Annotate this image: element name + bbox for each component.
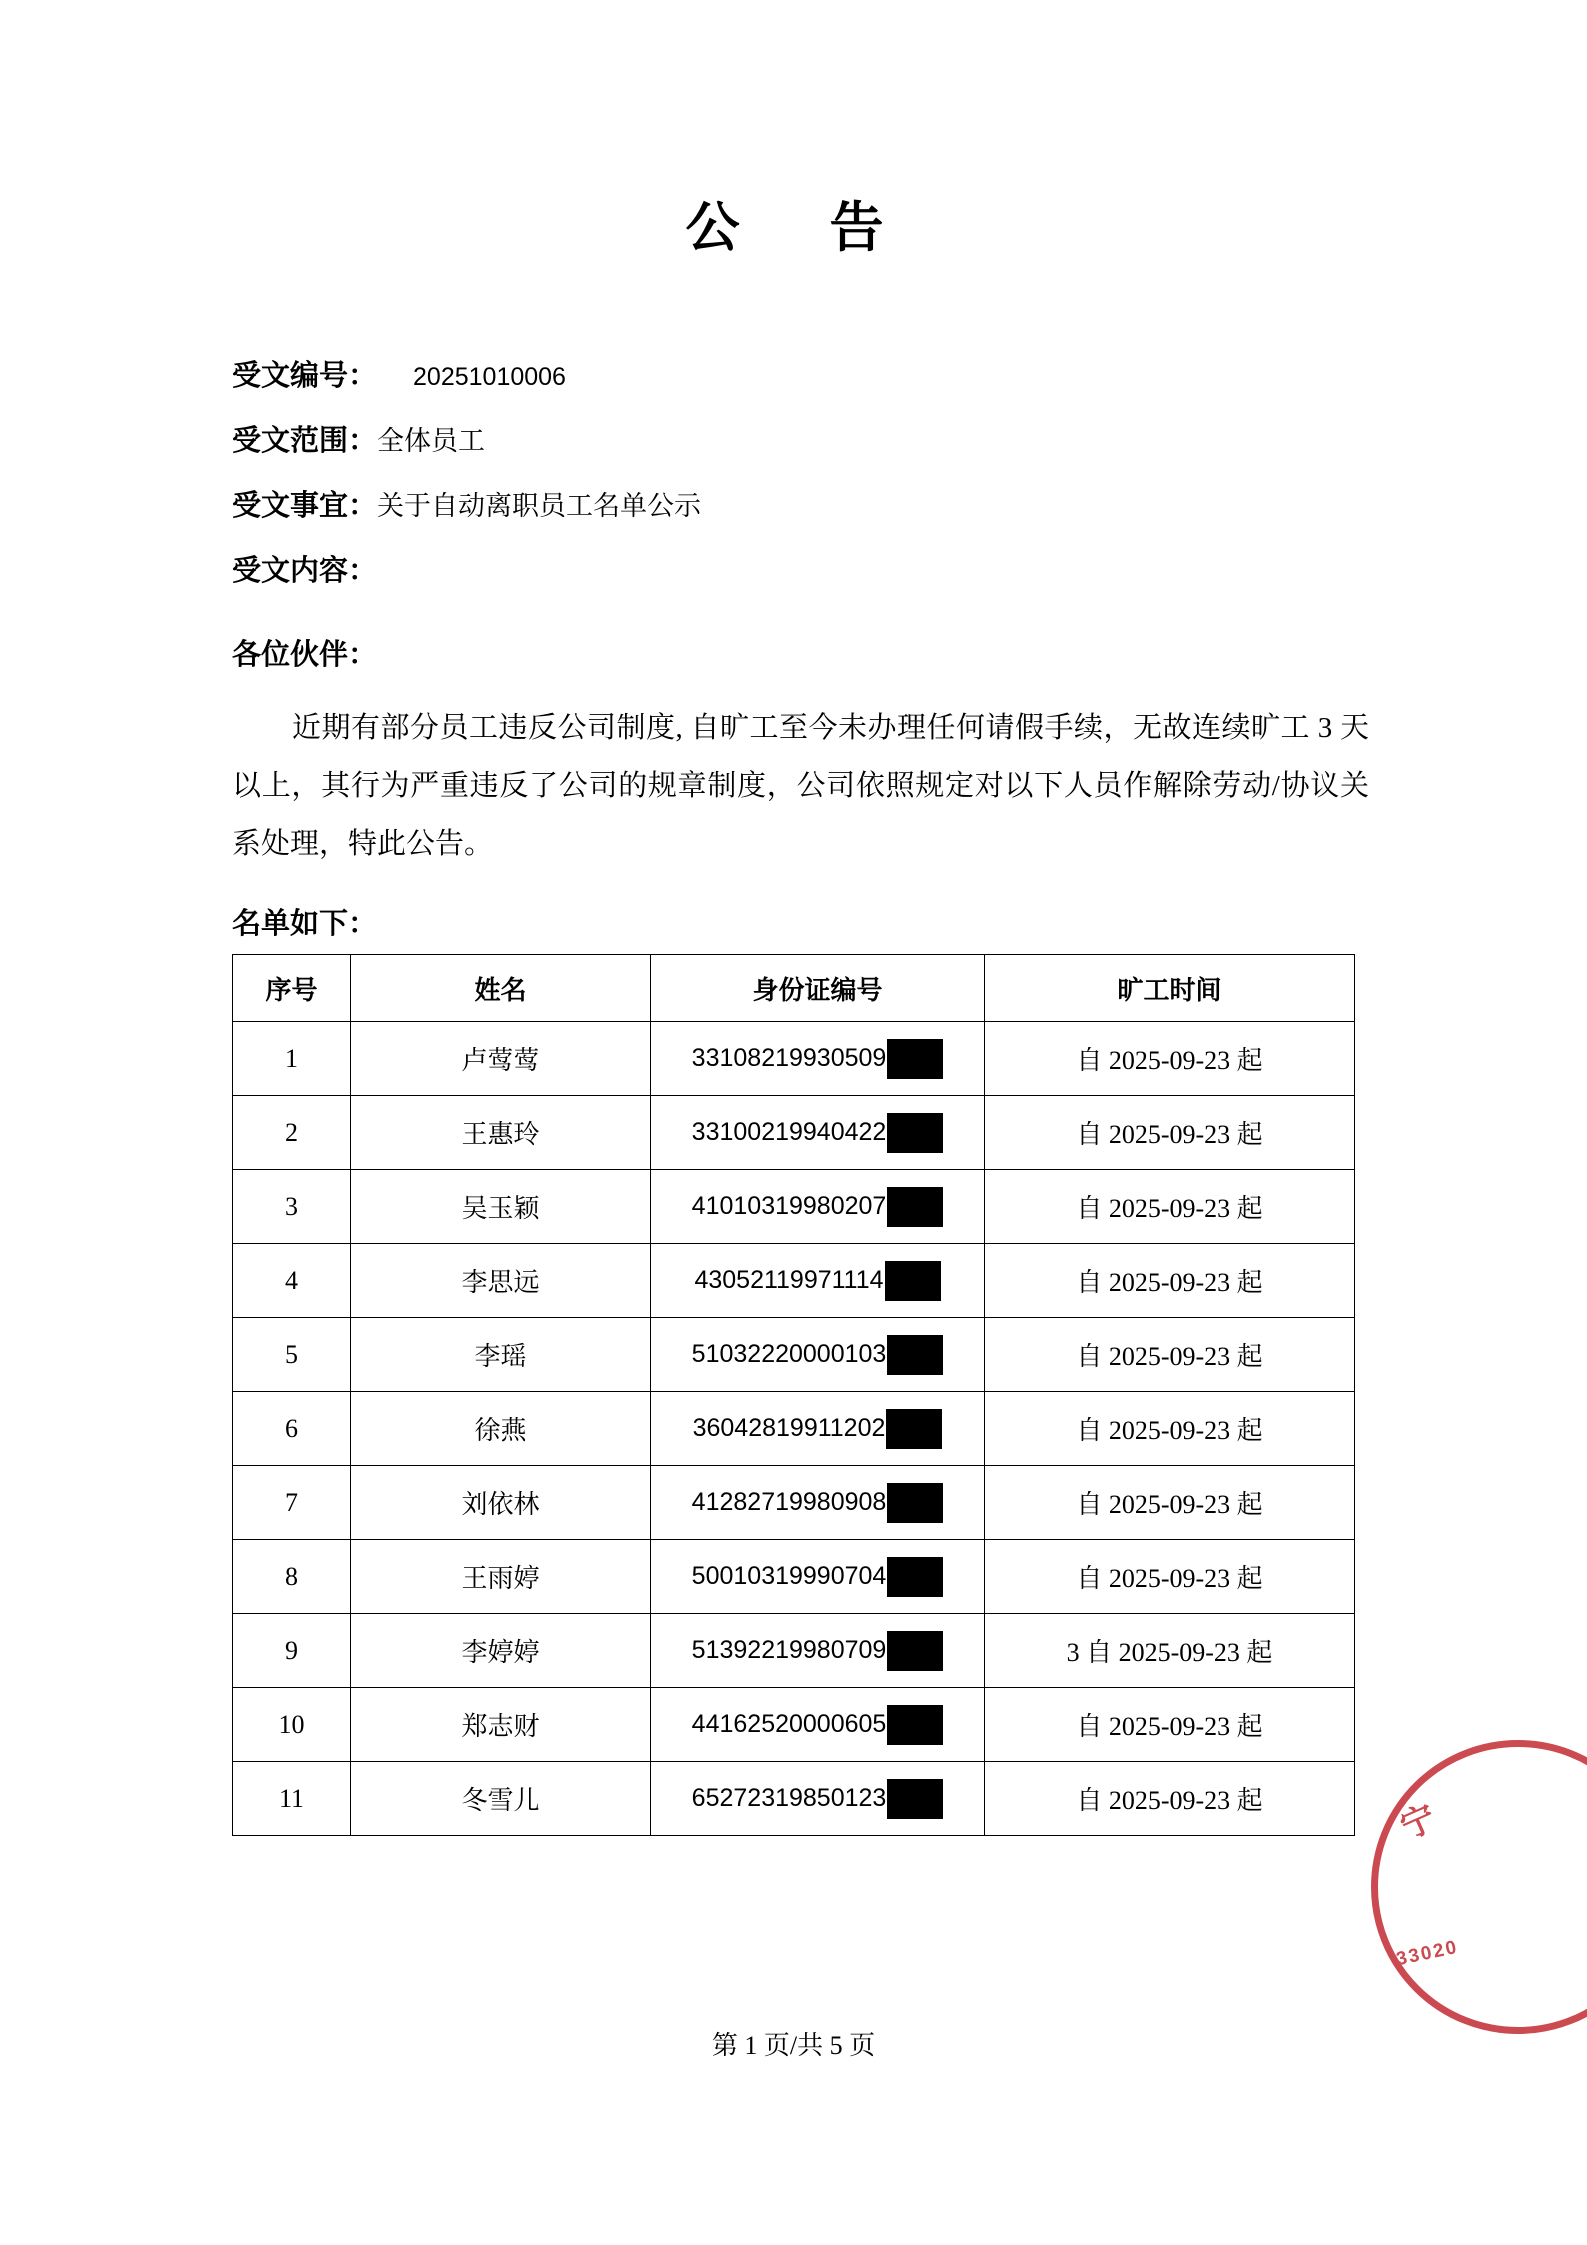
table-row bbox=[233, 1614, 1355, 1688]
absence-time-text: 自 2025-09-23 起 bbox=[1076, 1194, 1263, 1223]
cell-name: 王惠玲 bbox=[351, 1096, 651, 1170]
cell-index: 9 bbox=[233, 1614, 351, 1688]
metadata-block bbox=[232, 362, 1387, 586]
cell-absence-time bbox=[985, 1762, 1355, 1836]
column-header-time: 旷工时间 bbox=[985, 955, 1355, 1022]
cell-absence-time bbox=[985, 1170, 1355, 1244]
meta-row-subject bbox=[232, 492, 1387, 521]
absence-time-text: 自 2025-09-23 起 bbox=[1076, 1268, 1263, 1297]
cell-id-number bbox=[651, 1244, 985, 1318]
cell-name: 李思远 bbox=[351, 1244, 651, 1318]
meta-label: 受文编号： bbox=[232, 360, 378, 392]
absence-time-text: 自 2025-09-23 起 bbox=[1076, 1564, 1263, 1593]
column-header-id: 身份证编号 bbox=[651, 955, 985, 1022]
table-row bbox=[233, 1392, 1355, 1466]
cell-id-number bbox=[651, 1096, 985, 1170]
meta-value: 20251010006 bbox=[413, 363, 566, 391]
cell-absence-time bbox=[985, 1614, 1355, 1688]
cell-name: 徐燕 bbox=[351, 1392, 651, 1466]
absence-time-text: 自 2025-09-23 起 bbox=[1076, 1712, 1263, 1741]
id-number-text: 33108219930509 bbox=[691, 1044, 887, 1072]
table-row bbox=[233, 1022, 1355, 1096]
absence-time-text: 自 2025-09-23 起 bbox=[1076, 1490, 1263, 1519]
cell-name: 王雨婷 bbox=[351, 1540, 651, 1614]
absence-time-text: 自 2025-09-23 起 bbox=[1076, 1342, 1263, 1371]
cell-id-number bbox=[651, 1540, 985, 1614]
redaction-block bbox=[887, 1187, 943, 1227]
cell-absence-time bbox=[985, 1392, 1355, 1466]
cell-name: 冬雪儿 bbox=[351, 1762, 651, 1836]
cell-index: 3 bbox=[233, 1170, 351, 1244]
id-number-text: 36042819911202 bbox=[692, 1414, 886, 1442]
table-row bbox=[233, 1540, 1355, 1614]
meta-label: 受文范围： bbox=[232, 425, 378, 457]
meta-value: 全体员工 bbox=[377, 426, 486, 456]
cell-id-number bbox=[651, 1614, 985, 1688]
id-number-text: 50010319990704 bbox=[691, 1562, 887, 1590]
redaction-block bbox=[885, 1261, 941, 1301]
redaction-block bbox=[886, 1409, 942, 1449]
company-seal-stamp bbox=[1371, 1740, 1587, 2034]
cell-index: 10 bbox=[233, 1688, 351, 1762]
id-number-text: 51392219980709 bbox=[691, 1636, 887, 1664]
table-row bbox=[233, 1096, 1355, 1170]
id-number-text: 41010319980207 bbox=[691, 1192, 887, 1220]
meta-row-content bbox=[232, 557, 1387, 586]
cell-name: 吴玉颖 bbox=[351, 1170, 651, 1244]
table-row bbox=[233, 1170, 1355, 1244]
page-footer: 第 1 页/共 5 页 bbox=[711, 2031, 876, 2060]
redaction-block bbox=[887, 1779, 943, 1819]
cell-index: 2 bbox=[233, 1096, 351, 1170]
table-row bbox=[233, 1466, 1355, 1540]
seal-text-bottom: 33020 bbox=[1394, 1936, 1461, 1971]
redaction-block bbox=[887, 1335, 943, 1375]
table-header-row bbox=[233, 955, 1355, 1022]
id-number-text: 33100219940422 bbox=[691, 1118, 887, 1146]
column-header-name: 姓名 bbox=[351, 955, 651, 1022]
meta-value: 关于自动离职员工名单公示 bbox=[377, 491, 702, 521]
cell-absence-time bbox=[985, 1466, 1355, 1540]
cell-id-number bbox=[651, 1688, 985, 1762]
page-title: 公 告 bbox=[685, 198, 902, 258]
id-number-text: 41282719980908 bbox=[691, 1488, 887, 1516]
cell-absence-time bbox=[985, 1540, 1355, 1614]
cell-absence-time bbox=[985, 1688, 1355, 1762]
cell-name: 郑志财 bbox=[351, 1688, 651, 1762]
table-row bbox=[233, 1762, 1355, 1836]
redaction-block bbox=[887, 1705, 943, 1745]
meta-row-scope bbox=[232, 427, 1387, 456]
cell-index: 6 bbox=[233, 1392, 351, 1466]
cell-name: 李婷婷 bbox=[351, 1614, 651, 1688]
redaction-block bbox=[887, 1631, 943, 1671]
cell-index: 8 bbox=[233, 1540, 351, 1614]
body-paragraph: 近期有部分员工违反公司制度, 自旷工至今未办理任何请假手续，无故连续旷工 3 天以上，其行为严重违反了公司的规章制度，公司依照规定对以下人员作解除劳动/协议关系处理，特此公告。 bbox=[232, 712, 1369, 860]
cell-absence-time bbox=[985, 1096, 1355, 1170]
id-number-text: 65272319850123 bbox=[691, 1784, 887, 1812]
redaction-block bbox=[887, 1113, 943, 1153]
column-header-index: 序号 bbox=[233, 955, 351, 1022]
table-body bbox=[233, 1022, 1355, 1836]
meta-row-document-number bbox=[232, 362, 1387, 391]
table-row bbox=[233, 1244, 1355, 1318]
id-number-text: 51032220000103 bbox=[691, 1340, 887, 1368]
cell-index: 4 bbox=[233, 1244, 351, 1318]
id-number-text: 44162520000605 bbox=[691, 1710, 887, 1738]
cell-id-number bbox=[651, 1392, 985, 1466]
meta-label: 受文内容： bbox=[232, 555, 378, 587]
cell-id-number bbox=[651, 1762, 985, 1836]
absence-time-text: 3 自 2025-09-23 起 bbox=[1066, 1638, 1273, 1667]
table-row bbox=[233, 1318, 1355, 1392]
cell-name: 刘依林 bbox=[351, 1466, 651, 1540]
absence-time-text: 自 2025-09-23 起 bbox=[1076, 1120, 1263, 1149]
redaction-block bbox=[887, 1039, 943, 1079]
cell-id-number bbox=[651, 1466, 985, 1540]
cell-index: 5 bbox=[233, 1318, 351, 1392]
cell-index: 1 bbox=[233, 1022, 351, 1096]
cell-absence-time bbox=[985, 1244, 1355, 1318]
cell-id-number bbox=[651, 1022, 985, 1096]
cell-name: 李瑶 bbox=[351, 1318, 651, 1392]
seal-text-top: 宁 bbox=[1395, 1799, 1442, 1847]
salutation: 各位伙伴： bbox=[232, 639, 378, 671]
absence-time-text: 自 2025-09-23 起 bbox=[1076, 1416, 1263, 1445]
employee-list-table bbox=[232, 954, 1355, 1836]
cell-absence-time bbox=[985, 1318, 1355, 1392]
cell-id-number bbox=[651, 1318, 985, 1392]
cell-id-number bbox=[651, 1170, 985, 1244]
cell-index: 7 bbox=[233, 1466, 351, 1540]
redaction-block bbox=[887, 1483, 943, 1523]
table-row bbox=[233, 1688, 1355, 1762]
id-number-text: 43052119971114 bbox=[694, 1266, 884, 1294]
cell-absence-time bbox=[985, 1022, 1355, 1096]
list-label: 名单如下： bbox=[232, 908, 378, 940]
cell-index: 11 bbox=[233, 1762, 351, 1836]
meta-label: 受文事宜： bbox=[232, 490, 378, 522]
absence-time-text: 自 2025-09-23 起 bbox=[1076, 1786, 1263, 1815]
cell-name: 卢莺莺 bbox=[351, 1022, 651, 1096]
absence-time-text: 自 2025-09-23 起 bbox=[1076, 1046, 1263, 1075]
redaction-block bbox=[887, 1557, 943, 1597]
